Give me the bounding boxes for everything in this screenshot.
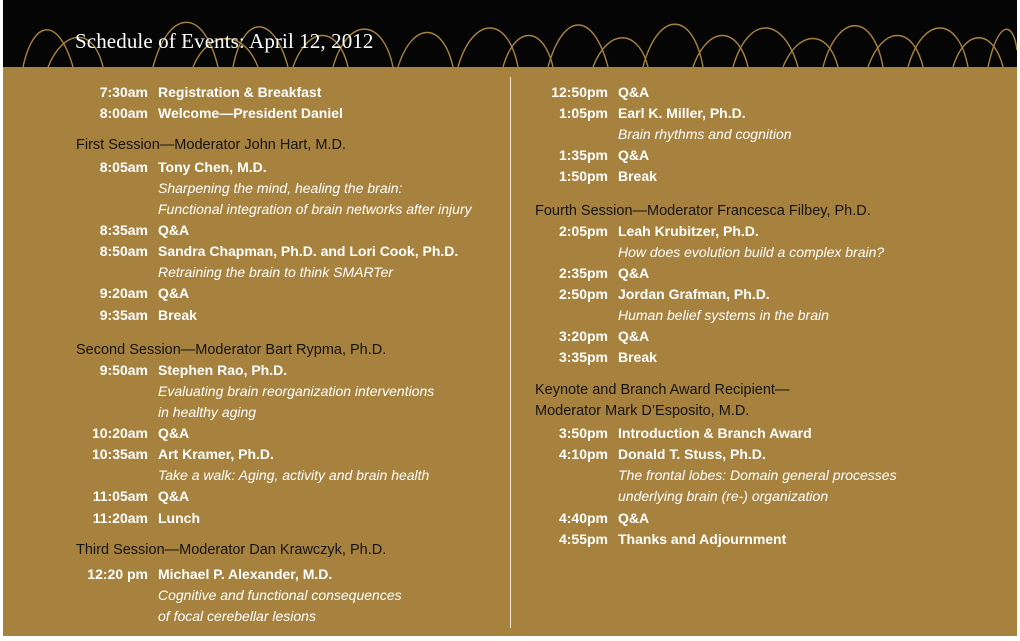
event-title: Q&A	[158, 425, 190, 441]
event-time: 9:35am	[99, 307, 148, 323]
talk-title: Brain rhythms and cognition	[618, 126, 792, 142]
event-time: 12:50pm	[551, 84, 608, 100]
talk-title: in healthy aging	[158, 404, 257, 420]
event-time: 4:55pm	[558, 531, 608, 547]
event-time: 8:35am	[99, 222, 148, 238]
event-time: 4:40pm	[558, 510, 608, 526]
schedule-panel	[3, 67, 1017, 636]
session-heading: Fourth Session—Moderator Francesca Filbey, Ph.D.	[535, 203, 871, 219]
talk-title: The frontal lobes: Domain general processes	[618, 467, 897, 483]
talk-title: Sharpening the mind, healing the brain:	[158, 180, 403, 196]
event-time: 1:05pm	[558, 105, 608, 121]
session-heading: Third Session—Moderator Dan Krawczyk, Ph.D.	[76, 542, 387, 558]
event-title: Break	[158, 307, 197, 323]
talk-title: Retraining the brain to think SMARTer	[158, 264, 394, 280]
event-title: Registration & Breakfast	[158, 84, 322, 100]
page-title: Schedule of Events: April 12, 2012	[75, 29, 374, 53]
event-title: Break	[618, 349, 657, 365]
event-time: 2:35pm	[558, 265, 608, 281]
event-title: Q&A	[158, 285, 190, 301]
event-time: 10:20am	[91, 425, 148, 441]
talk-title: How does evolution build a complex brain?	[618, 244, 885, 260]
talk-title: Cognitive and functional consequences	[158, 587, 402, 603]
header-banner	[3, 0, 1017, 67]
event-title: Introduction & Branch Award	[618, 425, 812, 441]
event-time: 10:35am	[91, 446, 148, 462]
event-time: 9:50am	[99, 362, 148, 378]
talk-title: underlying brain (re-) organization	[618, 488, 829, 504]
speaker-name: Jordan Grafman, Ph.D.	[618, 286, 770, 302]
event-title: Lunch	[158, 510, 200, 526]
speaker-name: Tony Chen, M.D.	[158, 159, 267, 175]
session-heading: Moderator Mark D’Esposito, M.D.	[535, 403, 750, 419]
event-time: 8:05am	[99, 159, 148, 175]
session-heading: Keynote and Branch Award Recipient—	[535, 382, 790, 398]
event-time: 9:20am	[99, 285, 148, 301]
event-title: Q&A	[618, 328, 650, 344]
event-time: 2:05pm	[558, 223, 608, 239]
talk-title: Functional integration of brain networks after injury	[158, 201, 472, 217]
column-divider	[510, 77, 511, 628]
event-time: 7:30am	[99, 84, 148, 100]
speaker-name: Donald T. Stuss, Ph.D.	[618, 446, 766, 462]
event-time: 3:20pm	[558, 328, 608, 344]
event-title: Q&A	[618, 510, 650, 526]
event-time: 1:50pm	[558, 168, 608, 184]
speaker-name: Stephen Rao, Ph.D.	[158, 362, 288, 378]
session-heading: First Session—Moderator John Hart, M.D.	[76, 137, 346, 153]
event-title: Break	[618, 168, 657, 184]
talk-title: of focal cerebellar lesions	[158, 608, 316, 624]
speaker-name: Leah Krubitzer, Ph.D.	[618, 223, 759, 239]
session-heading: Second Session—Moderator Bart Rypma, Ph.D.	[76, 342, 387, 358]
speaker-name: Art Kramer, Ph.D.	[158, 446, 274, 462]
event-time: 11:05am	[92, 488, 148, 504]
talk-title: Human belief systems in the brain	[618, 307, 829, 323]
speaker-name: Michael P. Alexander, M.D.	[158, 566, 333, 582]
speaker-name: Earl K. Miller, Ph.D.	[618, 105, 746, 121]
event-title: Q&A	[618, 84, 650, 100]
event-time: 3:50pm	[558, 425, 608, 441]
talk-title: Take a walk: Aging, activity and brain health	[158, 467, 430, 483]
event-time: 2:50pm	[558, 286, 608, 302]
event-time: 3:35pm	[558, 349, 608, 365]
event-title: Q&A	[158, 222, 190, 238]
speaker-name: Sandra Chapman, Ph.D. and Lori Cook, Ph.D.	[158, 243, 459, 259]
event-title: Q&A	[158, 488, 190, 504]
event-time: 11:20am	[92, 510, 148, 526]
event-title: Q&A	[618, 265, 650, 281]
event-time: 1:35pm	[558, 147, 608, 163]
event-title: Thanks and Adjournment	[618, 531, 787, 547]
event-time: 12:20 pm	[87, 566, 148, 582]
event-time: 8:50am	[99, 243, 148, 259]
event-title: Welcome—President Daniel	[158, 105, 343, 121]
talk-title: Evaluating brain reorganization interventions	[158, 383, 435, 399]
event-time: 8:00am	[99, 105, 148, 121]
event-title: Q&A	[618, 147, 650, 163]
event-time: 4:10pm	[558, 446, 608, 462]
